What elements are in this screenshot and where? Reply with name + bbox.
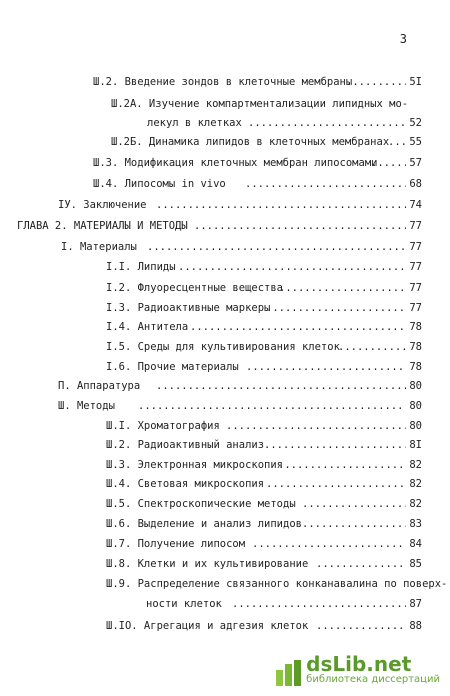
- toc-entry: [106, 577, 448, 617]
- toc-entry-label: Ш.IO. Агрегация и адгезия клеток: [106, 620, 309, 632]
- watermark-brand: dsLib.net: [306, 652, 412, 676]
- toc-page-ref: 84: [409, 538, 422, 550]
- dot-leader: [278, 458, 406, 472]
- toc-page-ref: 78: [409, 361, 422, 373]
- toc-entry-label: ГЛАВА 2. МАТЕРИАЛЫ И МЕТОДЫ: [17, 220, 188, 232]
- dot-leader: [388, 135, 406, 149]
- toc-page-ref: 80: [409, 380, 422, 392]
- toc-entry-label: I.I. Липиды: [106, 261, 176, 273]
- toc-page-ref: 80: [409, 400, 422, 412]
- toc-entry-label: Ш.9. Распределение связанного конканавалина по поверх-: [106, 578, 448, 590]
- toc-entry: [111, 135, 422, 149]
- toc-entry-label: Ш.8. Клетки и их культивирование: [106, 558, 309, 570]
- toc-entry: [106, 517, 422, 531]
- dot-leader: [338, 340, 406, 354]
- toc-entry: [93, 177, 422, 191]
- toc-page-ref: 52: [409, 117, 422, 129]
- dot-leader: [246, 360, 406, 374]
- dslib-logo-icon: [276, 660, 302, 686]
- dot-leader: [194, 219, 406, 233]
- toc-entry-label: I.6. Прочие материалы: [106, 361, 239, 373]
- toc-entry-label: Ш.З. Электронная микроскопия: [106, 459, 284, 471]
- toc-page-ref: 77: [409, 220, 422, 232]
- dot-leader: [226, 419, 406, 433]
- toc-page-ref: 55: [409, 136, 422, 148]
- toc-entry: [106, 557, 422, 571]
- dot-leader: [279, 281, 406, 295]
- toc-entry-label: I.2. Флуоресцентные вещества: [106, 282, 284, 294]
- toc-entry: [106, 619, 422, 633]
- toc-page-ref: 88: [409, 620, 422, 632]
- dot-leader: [232, 597, 406, 611]
- toc-page-ref: 82: [409, 478, 422, 490]
- toc-entry-label: Ш.2. Радиоактивный анализ: [106, 439, 265, 451]
- toc-entry-label: Ш.6. Выделение и анализ липидов: [106, 518, 302, 530]
- toc-entry: [58, 379, 422, 393]
- toc-entry-label: Ш.2. Введение зондов в клеточные мембраны: [93, 76, 353, 88]
- dot-leader: [190, 320, 406, 334]
- toc-entry-label: I. Материалы: [61, 241, 137, 253]
- toc-entry: [58, 198, 422, 212]
- toc-entry: [106, 458, 422, 472]
- toc-page-ref: 83: [409, 518, 422, 530]
- toc-entry: [106, 497, 422, 511]
- dot-leader: [264, 438, 406, 452]
- toc-entry: [106, 438, 422, 452]
- toc-entry: [106, 360, 422, 374]
- toc-entry: [106, 477, 422, 491]
- toc-entry-label: I.4. Антитела: [106, 321, 189, 333]
- toc-entry-label: Ш. Методы: [58, 400, 115, 412]
- dot-leader: [248, 116, 406, 130]
- toc-entry-label: Ш.7. Получение липосом: [106, 538, 246, 550]
- toc-entry: [106, 260, 422, 274]
- page-number: 3: [399, 32, 407, 46]
- toc-entry: [106, 419, 422, 433]
- toc-page-ref: 77: [409, 241, 422, 253]
- dot-leader: [147, 240, 406, 254]
- toc-page-ref: 80: [409, 420, 422, 432]
- toc-page-ref: 57: [409, 157, 422, 169]
- toc-page-ref: 68: [409, 178, 422, 190]
- toc-entry: [106, 537, 422, 551]
- toc-page-ref: 77: [409, 261, 422, 273]
- toc-entry-label: I.5. Среды для культивирования клеток: [106, 341, 340, 353]
- toc-page-ref: 77: [409, 302, 422, 314]
- toc-page-ref: 82: [409, 459, 422, 471]
- toc-page-ref: 74: [409, 199, 422, 211]
- toc-entry-label: Ш.4. Световая микроскопия: [106, 478, 265, 490]
- toc-entry-label: IУ. Заключение: [58, 199, 147, 211]
- toc-entry-label: Ш.З. Модификация клеточных мембран липосомами: [93, 157, 378, 169]
- dot-leader: [138, 399, 406, 413]
- dot-leader: [266, 301, 406, 315]
- toc-entry-label: Ш.I. Хроматография: [106, 420, 220, 432]
- toc-entry-continuation: лекул в клетках: [147, 117, 242, 129]
- dot-leader: [266, 477, 406, 491]
- toc-entry: [93, 75, 422, 89]
- dot-leader: [156, 198, 406, 212]
- toc-page-ref: 87: [409, 598, 422, 610]
- toc-entry: [61, 240, 422, 254]
- dot-leader: [156, 379, 406, 393]
- toc-page-ref: 78: [409, 341, 422, 353]
- dot-leader: [316, 557, 406, 571]
- watermark: [276, 654, 440, 686]
- dot-leader: [178, 260, 406, 274]
- dot-leader: [302, 497, 406, 511]
- toc-entry: [106, 340, 422, 354]
- toc-entry-label: Ш.2Б. Динамика липидов в клеточных мембранах: [111, 136, 390, 148]
- toc-entry: [58, 399, 422, 413]
- toc-entry-label: П. Аппаратура: [58, 380, 141, 392]
- watermark-subtitle: библиотека диссертаций: [306, 674, 440, 685]
- toc-entry-label: Ш.5. Спектроскопические методы: [106, 498, 296, 510]
- toc-page-ref: 85: [409, 558, 422, 570]
- toc-entry: [111, 97, 422, 137]
- toc-entry-continuation: ности клеток: [146, 598, 222, 610]
- toc-entry: [17, 219, 422, 233]
- toc-entry: [106, 320, 422, 334]
- toc-entry: [93, 156, 422, 170]
- dot-leader: [302, 517, 406, 531]
- toc-page-ref: 8I: [409, 439, 422, 451]
- toc-entry-label: Ш.2А. Изучение компартментализации липидных мо-: [111, 98, 409, 110]
- toc-page-ref: 5I: [409, 76, 422, 88]
- toc-page-ref: 77: [409, 282, 422, 294]
- dot-leader: [371, 156, 406, 170]
- toc-page-ref: 78: [409, 321, 422, 333]
- dot-leader: [245, 177, 406, 191]
- toc-page-ref: 82: [409, 498, 422, 510]
- dot-leader: [346, 75, 406, 89]
- toc-entry-label: I.3. Радиоактивные маркеры: [106, 302, 271, 314]
- toc-entry: [106, 301, 422, 315]
- dot-leader: [316, 619, 406, 633]
- dot-leader: [252, 537, 406, 551]
- toc-entry-label: Ш.4. Липосомы in vivo: [93, 178, 226, 190]
- toc-entry: [106, 281, 422, 295]
